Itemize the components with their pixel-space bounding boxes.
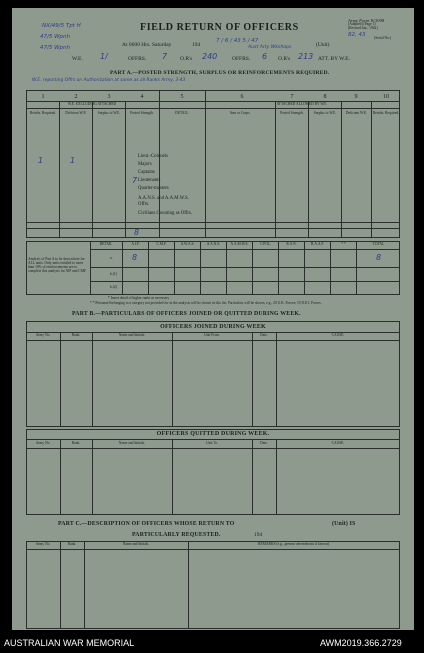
handwriting-mark: 8 xyxy=(134,228,140,237)
serial-label: (Serial No.) xyxy=(374,36,391,40)
handwriting-line: NX/49/5 Tpt H xyxy=(42,23,81,29)
att-label: ATT. BY W.E. xyxy=(318,56,350,62)
remark-handwriting: W.E. reporting Offrs on Authorization at same as all Ranks Army, 3-43 xyxy=(32,78,186,83)
quitted-col-head: Rank. xyxy=(71,441,81,445)
analysis-note: Analysis of Part A to be shown here for ALL units. Only units entitled to more than 10% of reinforcements are to complete this analysis for AIF and CMF. xyxy=(28,257,87,273)
column-number: 10 xyxy=(383,94,389,100)
joined-col-head: Unit From. xyxy=(204,333,220,337)
part-c-col-head: REMARKS (e.g., present whereabouts if known). xyxy=(258,542,330,546)
analysis-row-label: a. xyxy=(110,256,113,260)
offrs-label: OFFRS. xyxy=(128,56,147,62)
analysis-row-label: b.(1) xyxy=(110,272,117,276)
rank-label: Civilians Counting as Offrs. xyxy=(138,211,193,216)
part-a-heading: PART A.—POSTED STRENGTH, SURPLUS OR REINFORCEMENTS REQUIRED. xyxy=(110,70,330,76)
joined-heading: OFFICERS JOINED DURING WEEK xyxy=(160,324,266,330)
offrs2-value: 6 xyxy=(262,52,268,61)
analysis-head: R.A.A.F. xyxy=(311,242,324,246)
analysis-head: CIVIL. xyxy=(260,242,271,246)
unit-handwriting: Aust Arty Wkshops xyxy=(248,45,292,50)
analysis-head: * * xyxy=(341,242,346,246)
form-title: FIELD RETURN OF OFFICERS xyxy=(140,22,299,33)
column-number: 8 xyxy=(323,94,327,100)
rank-label: Majors xyxy=(138,162,152,167)
column-number: 2 xyxy=(74,94,78,100)
quitted-col-head: Date. xyxy=(260,441,268,445)
quitted-col-head: CAUSE. xyxy=(331,441,345,445)
column-number: 1 xyxy=(41,94,45,100)
col-head: Posted Strength. xyxy=(280,111,304,115)
analysis-head: DETAIL xyxy=(99,242,113,246)
col-head: Posted Strength. xyxy=(130,111,154,115)
col-head: DETAIL. xyxy=(175,111,189,115)
column-number: 9 xyxy=(354,94,358,100)
unit-label: (Unit) xyxy=(316,42,330,48)
column-number: 7 xyxy=(290,94,294,100)
serial-handwriting: 82, 43 xyxy=(348,32,366,38)
quitted-col-head: Army No. xyxy=(35,441,51,445)
column-number: 4 xyxy=(140,94,144,100)
part-c-col-head: Army No. xyxy=(35,542,51,546)
handwriting-mark: 7 xyxy=(132,176,138,185)
year-label: 194 xyxy=(192,42,201,48)
ors-label: O.R's xyxy=(180,56,193,62)
offrs-value: 7 xyxy=(162,52,168,61)
part-c-unit-label: (Unit) IS xyxy=(332,521,356,527)
we-group-label: W.E. EXCLUDING ATTACHED xyxy=(67,102,117,106)
part-c-heading2: PARTICULARLY REQUESTED. xyxy=(132,532,221,538)
offrs2-label: OFFRS. xyxy=(232,56,251,62)
analysis-row-label: b.(2) xyxy=(110,285,117,289)
ors2-value: 213 xyxy=(298,52,314,61)
column-number: 5 xyxy=(180,94,184,100)
ors-value: 240 xyxy=(202,52,218,61)
form-id-block xyxy=(348,18,412,31)
joined-col-head: Date. xyxy=(260,333,268,337)
rank-label: Quarter-masters xyxy=(138,186,169,191)
att-group-label: ATTACHED ALLOWED BY W.E. xyxy=(276,102,328,106)
col-head: Surplus to W.E. xyxy=(313,111,337,115)
col-head: Reinfts. Required. xyxy=(372,111,400,115)
footnote: * * Personnel belonging to a category not provided for in the analysis will be shown in this list. Particulars will be shown, e.g., 20 U.K. Forces; 10 N.E.I. Forces. xyxy=(90,301,322,305)
handwriting-line: 47/5 Wpnh xyxy=(40,34,71,40)
form-id-line: (Adapted) (Page 1) xyxy=(348,22,376,27)
we-value: 1/ xyxy=(100,52,108,61)
handwriting-mark: 1 xyxy=(70,156,76,165)
footnote: * Insert detail of higher ranks as necessary. xyxy=(108,296,170,300)
col-head: Reinfts. Required. xyxy=(29,111,57,115)
analysis-head: A.W.A.S. xyxy=(180,242,195,246)
part-b-heading: PART B.—PARTICULARS OF OFFICERS JOINED OR QUITTED DURING WEEK. xyxy=(72,311,301,317)
analysis-head: A.I.F. xyxy=(131,242,140,246)
part-c-table xyxy=(26,541,400,629)
ors2-label: O.R's xyxy=(278,56,291,62)
part-c-heading: PART C.—DESCRIPTION OF OFFICERS WHOSE RETURN TO xyxy=(58,521,235,527)
joined-col-head: Name and Initials. xyxy=(118,333,146,337)
quitted-heading: OFFICERS QUITTED DURING WEEK. xyxy=(156,431,270,437)
footer-credit: AUSTRALIAN WAR MEMORIAL xyxy=(4,638,135,648)
col-head: Arm or Corps. xyxy=(229,111,251,115)
at-line-label: At 0600 Hrs. Saturday xyxy=(122,42,172,48)
rank-label: Captains xyxy=(138,170,155,175)
date-handwriting: 7 / 6 / 43 5 / 47 xyxy=(216,38,259,44)
handwriting-mark: 8 xyxy=(376,253,382,262)
handwriting-mark: 8 xyxy=(132,253,138,262)
form-id-line: Army Form W.3008 xyxy=(348,18,385,23)
rank-label: A.A.N.S. and A.A.M.W.S. Offrs. xyxy=(138,196,189,207)
part-c-col-head: Rank. xyxy=(67,542,77,546)
we-label: W.E. xyxy=(72,56,83,62)
analysis-head: A.A.M.W.S. xyxy=(230,242,249,246)
analysis-head: C.M.F. xyxy=(156,242,167,246)
analysis-head: TOTAL xyxy=(372,242,385,246)
handwriting-line: 47/5 Wpnh xyxy=(40,45,71,51)
col-head: Deficient W.E. xyxy=(345,111,368,115)
column-number: 3 xyxy=(107,94,111,100)
joined-col-head: Army No. xyxy=(35,333,51,337)
form-sheet xyxy=(12,8,414,630)
joined-col-head: Rank. xyxy=(71,333,81,337)
rank-label: Lieut.-Colonels xyxy=(138,154,168,159)
handwriting-mark: 1 xyxy=(38,156,44,165)
col-head: Surplus to W.E. xyxy=(97,111,121,115)
footer-accession: AWM2019.366.2729 xyxy=(320,638,402,648)
part-c-col-head: Name and Initials. xyxy=(122,542,150,546)
col-head: Deficient W.E. xyxy=(65,111,87,115)
analysis-head: A.A.N.S. xyxy=(206,242,221,246)
form-id-line: (Revised Jan., 1942) xyxy=(348,26,378,30)
quitted-col-head: Name and Initials. xyxy=(118,441,146,445)
quitted-col-head: Unit To. xyxy=(206,441,218,445)
column-number: 6 xyxy=(240,94,244,100)
part-c-year: 194 xyxy=(254,532,263,538)
analysis-head: R.A.N. xyxy=(286,242,297,246)
rank-label: Lieutenants xyxy=(138,178,161,183)
joined-col-head: CAUSE. xyxy=(331,333,345,337)
